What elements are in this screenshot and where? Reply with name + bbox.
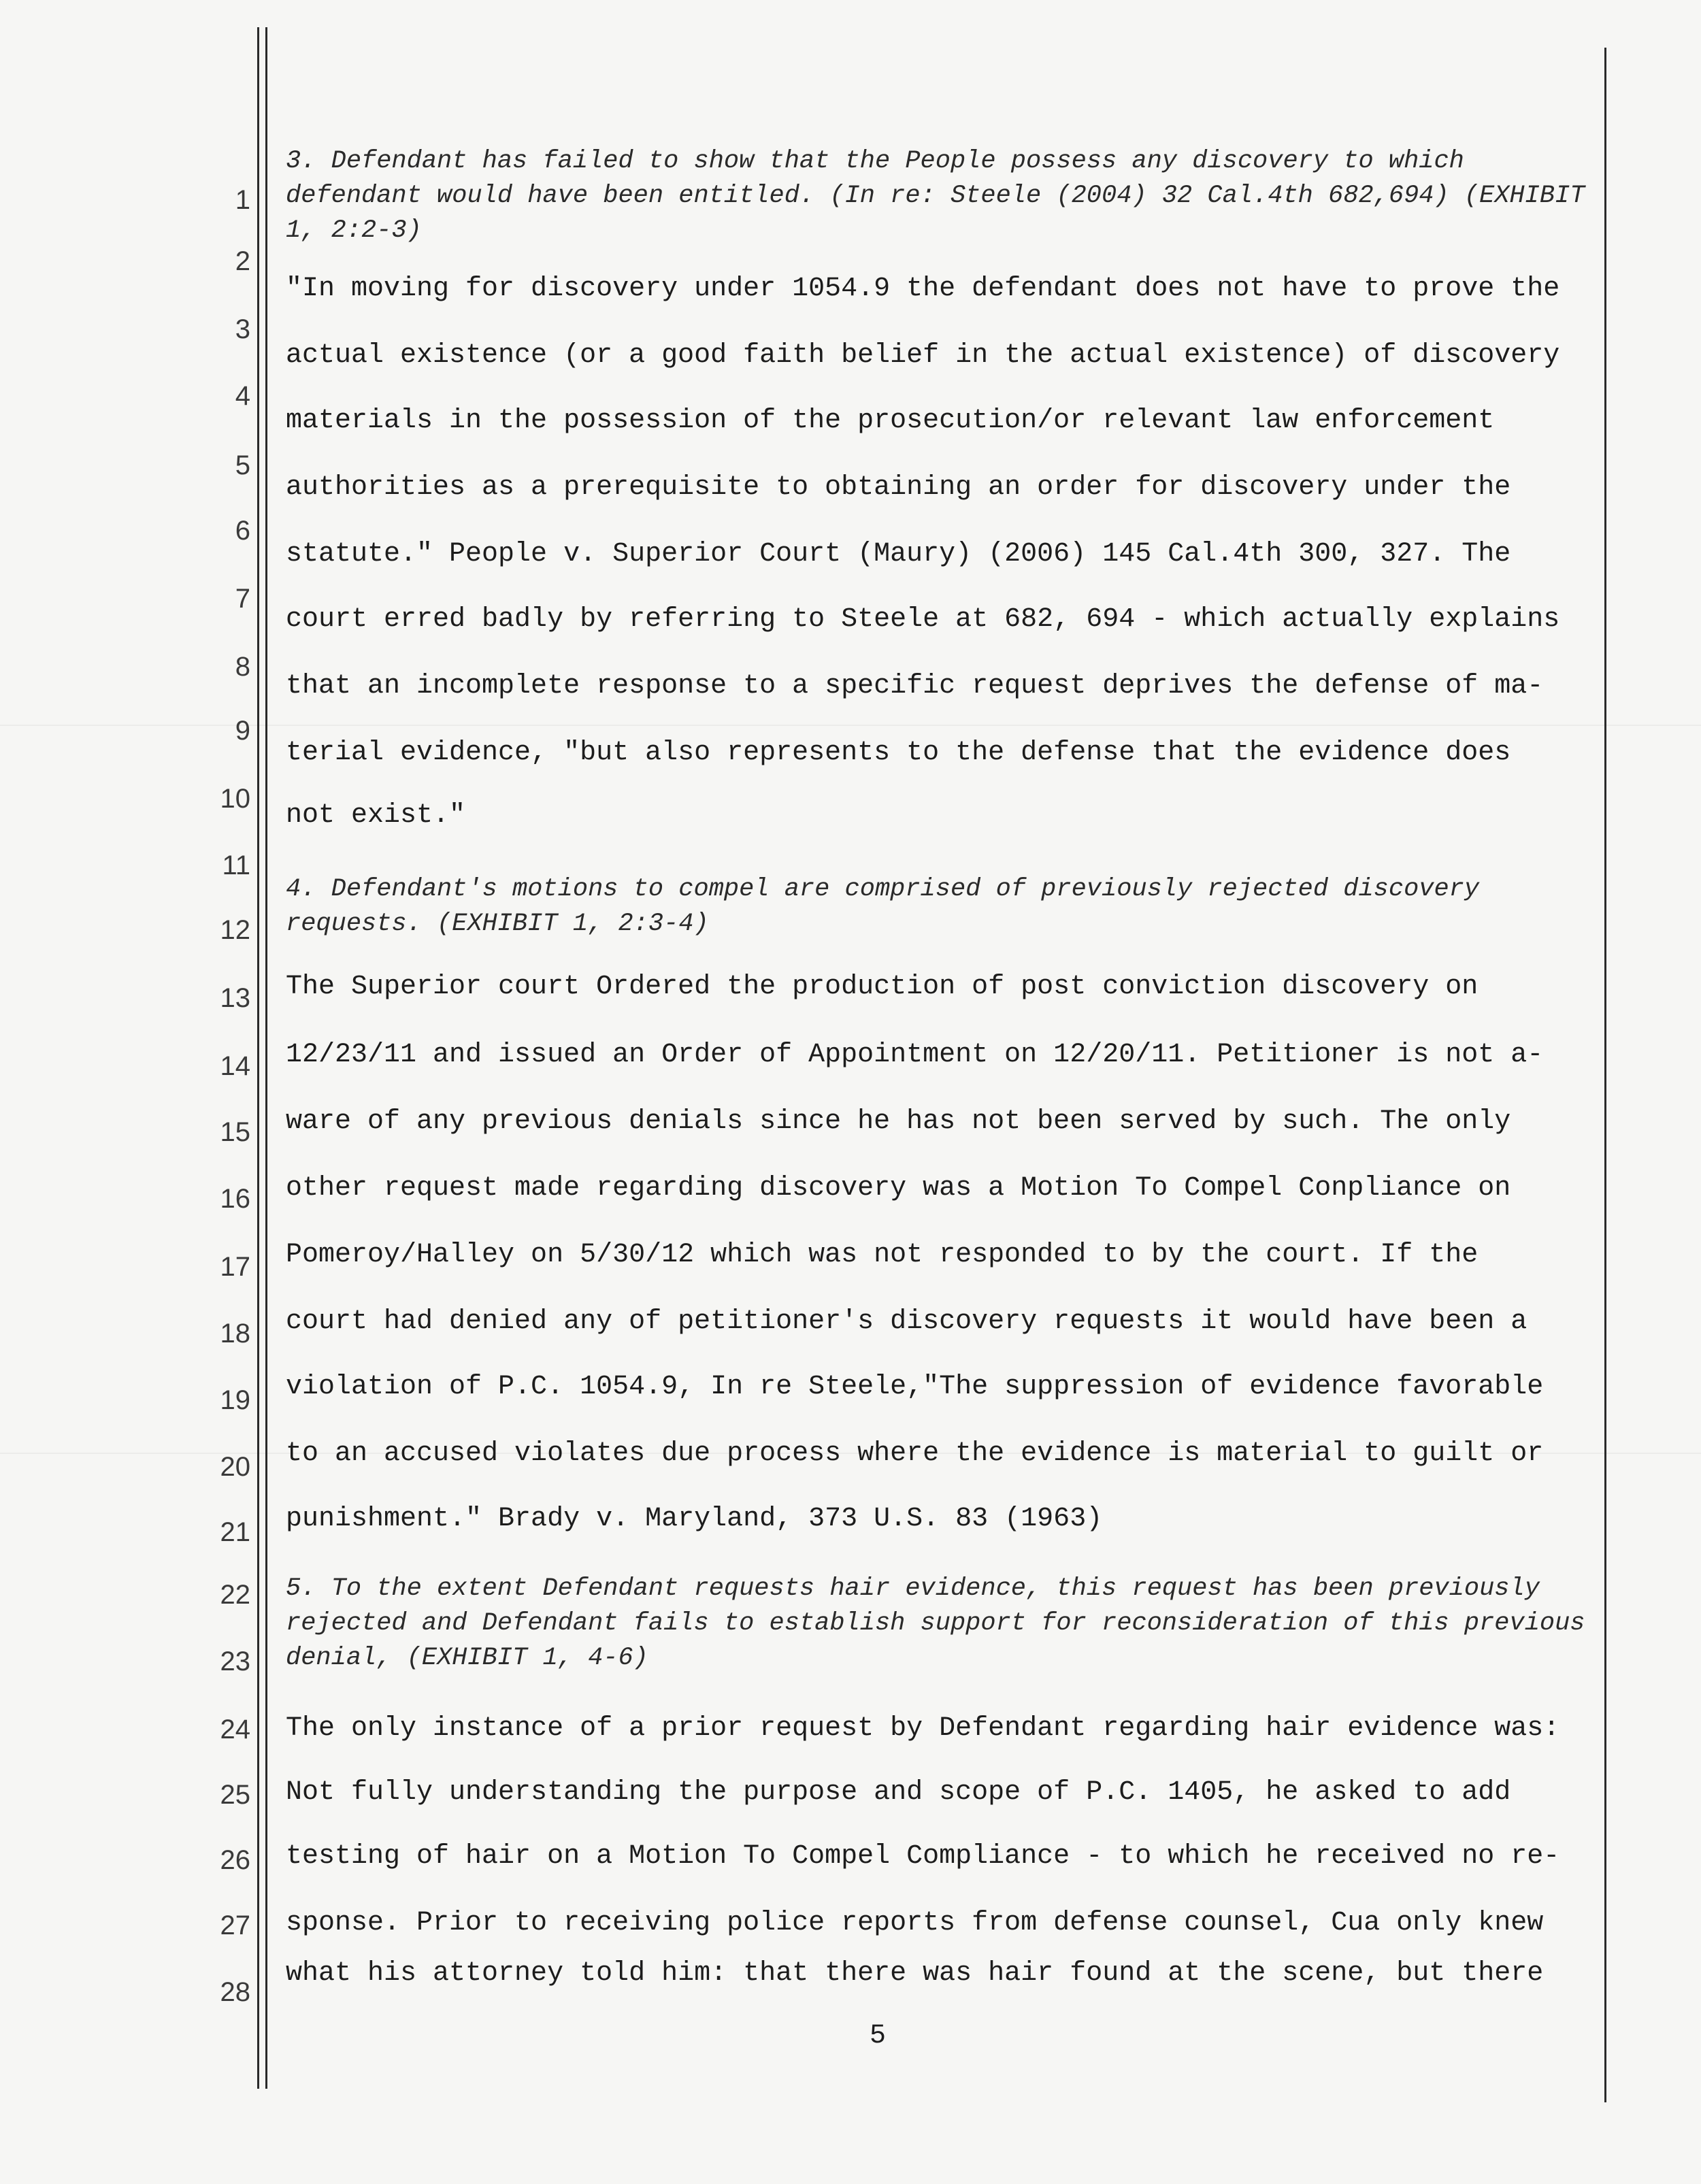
paper-fold [0, 725, 1701, 726]
text-line: actual existence (or a good faith belief in the actual existence) of discovery [286, 340, 1560, 371]
line-number: 1 [235, 185, 250, 215]
line-number: 9 [235, 716, 250, 746]
line-number: 10 [220, 784, 250, 814]
line-number: 26 [220, 1845, 250, 1875]
section-heading: 5. To the extent Defendant requests hair evidence, this request has been previously rejected and Defendant fails to establish support for reconsideration of this previous denial, (EXHIBIT 1, 4-6) [286, 1574, 1585, 1672]
line-number: 7 [235, 584, 250, 614]
line-number: 19 [220, 1385, 250, 1415]
line-number: 25 [220, 1780, 250, 1810]
line-number: 27 [220, 1910, 250, 1940]
text-line: punishment." Brady v. Maryland, 373 U.S. 83 (1963) [286, 1504, 1103, 1534]
line-number: 5 [235, 450, 250, 480]
text-line: other request made regarding discovery was a Motion To Compel Conpliance on [286, 1173, 1511, 1204]
page-number: 5 [869, 2021, 886, 2051]
line-number: 16 [220, 1184, 250, 1214]
text-line: to an accused violates due process where the evidence is material to guilt or [286, 1438, 1544, 1469]
text-line: terial evidence, "but also represents to the defense that the evidence does [286, 738, 1511, 768]
text-line: 12/23/11 and issued an Order of Appointment on 12/20/11. Petitioner is not a- [286, 1040, 1544, 1070]
text-line: authorities as a prerequisite to obtaining an order for discovery under the [286, 472, 1511, 503]
text-line: Not fully understanding the purpose and scope of P.C. 1405, he asked to add [286, 1777, 1511, 1808]
text-line: The only instance of a prior request by Defendant regarding hair evidence was: [286, 1713, 1560, 1744]
line-number: 12 [220, 915, 250, 945]
line-number: 21 [220, 1517, 250, 1547]
text-line: not exist." [286, 800, 466, 831]
left-margin-rule [257, 27, 259, 2089]
line-number: 17 [220, 1252, 250, 1282]
text-line: Pomeroy/Halley on 5/30/12 which was not responded to by the court. If the [286, 1240, 1479, 1270]
line-number: 22 [220, 1580, 250, 1610]
line-number: 8 [235, 652, 250, 682]
line-number: 15 [220, 1117, 250, 1147]
line-number: 11 [222, 850, 250, 880]
right-margin-rule [1604, 48, 1606, 2102]
line-number: 23 [220, 1647, 250, 1676]
text-line: what his attorney told him: that there was hair found at the scene, but there [286, 1958, 1544, 1989]
line-number: 24 [220, 1715, 250, 1744]
text-line: testing of hair on a Motion To Compel Compliance - to which he received no re- [286, 1841, 1560, 1872]
text-line: violation of P.C. 1054.9, In re Steele,"The suppression of evidence favorable [286, 1372, 1544, 1402]
text-line: ware of any previous denials since he has not been served by such. The only [286, 1106, 1511, 1137]
line-number: 6 [235, 516, 250, 546]
text-line: court had denied any of petitioner's discovery requests it would have been a [286, 1306, 1527, 1337]
line-number: 13 [220, 983, 250, 1013]
section-heading: 3. Defendant has failed to show that the People possess any discovery to which defendant would have been entitled. (In re: Steele (2004) 32 Cal.4th 682,694) (EXHIBIT 1, 2:2-3) [286, 147, 1585, 245]
text-line: materials in the possession of the prosecution/or relevant law enforcement [286, 406, 1495, 436]
text-line: sponse. Prior to receiving police reports from defense counsel, Cua only knew [286, 1908, 1544, 1938]
line-number: 18 [220, 1319, 250, 1349]
line-number: 2 [235, 246, 250, 276]
text-line: court erred badly by referring to Steele at 682, 694 - which actually explains [286, 604, 1560, 635]
text-line: statute." People v. Superior Court (Maury) (2006) 145 Cal.4th 300, 327. The [286, 539, 1511, 569]
line-number: 3 [235, 314, 250, 344]
text-line: "In moving for discovery under 1054.9 the defendant does not have to prove the [286, 274, 1560, 304]
line-number: 28 [220, 1977, 250, 2007]
text-line: that an incomplete response to a specific request deprives the defense of ma- [286, 671, 1544, 701]
line-number: 4 [235, 381, 250, 411]
left-margin-rule [265, 27, 267, 2089]
line-number: 20 [220, 1452, 250, 1482]
section-heading: 4. Defendant's motions to compel are comprised of previously rejected discovery requests. (EXHIBIT 1, 2:3-4) [286, 875, 1480, 938]
line-number: 14 [220, 1051, 250, 1081]
text-line: The Superior court Ordered the production of post conviction discovery on [286, 972, 1479, 1002]
